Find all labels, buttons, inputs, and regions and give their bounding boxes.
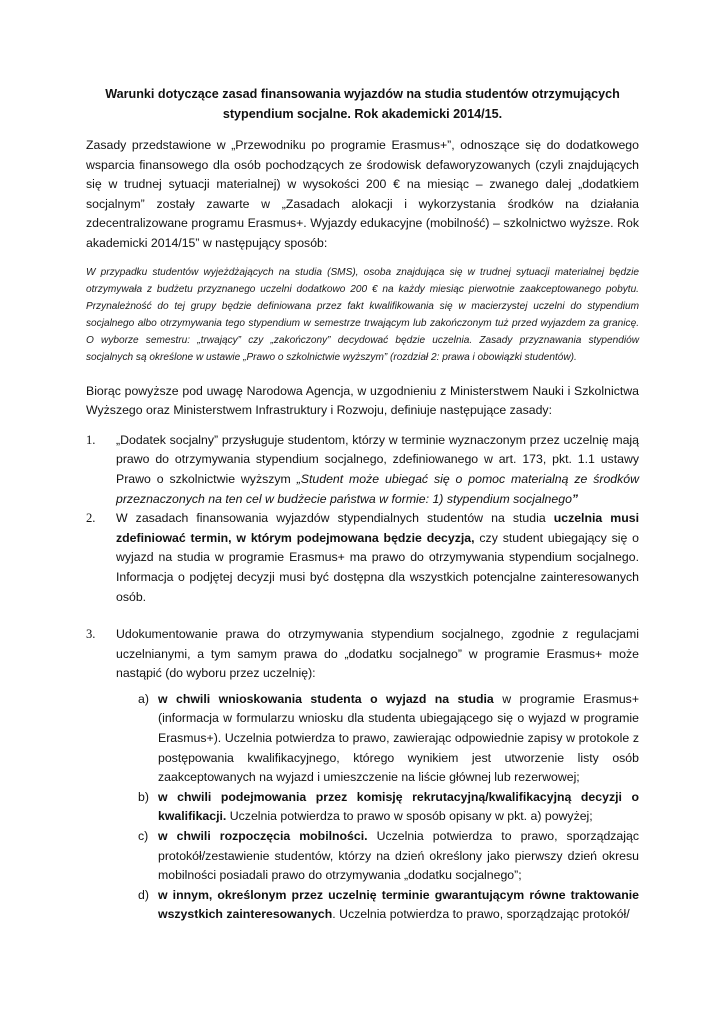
sub-list-item bbox=[116, 788, 639, 827]
rules-list bbox=[86, 431, 639, 925]
intro-paragraph: Zasady przedstawione w „Przewodniku po programie Erasmus+”, odnoszące się do dodatkowego wsparcia finansowego dla osób pochodzących ze środowisk defaworyzowanych (czyli znajdujących się w trudnej sytuacji materialnej) w wysokości 200 € na miesiąc – zwanego dalej „dodatkiem socjalnym” zostały zawarte w „Zasadach alokacji i wykorzystania środków na działania zdecentralizowane programu Erasmus+. Wyjazdy edukacyjne (mobilność) – szkolnictwo wyższe. Rok akademicki 2014/15” w następujący sposób: bbox=[86, 138, 639, 250]
sub-list-item bbox=[116, 886, 639, 925]
document-title bbox=[86, 84, 639, 124]
sub-list-item bbox=[116, 690, 639, 788]
item-text-rest: czy student ubiegający się o wyjazd na studia w programie Erasmus+ ma prawo do otrzymywania stypendium socjalnego. Informacja o podjętej decyzji musi być dostępna dla wszystkich potencjalne zainteresowanych osób. bbox=[116, 530, 639, 604]
list-item bbox=[86, 509, 639, 607]
sub-list-item bbox=[116, 827, 639, 886]
list-item bbox=[86, 625, 639, 925]
sub-text: Uczelnia potwierdza to prawo, sporządzając protokół/zestawienie studentów, którzy na dzień określony jako pierwszy dzień okresu mobilności posiadali prawo do otrzymywania „dodatku socjalnego”; bbox=[158, 829, 639, 883]
item-quote: „Student może ubiegać się o pomoc materialną ze środków przeznaczonych na ten cel w budżecie państwa w formie: 1) stypendium socjalnego bbox=[116, 471, 639, 506]
title-line-2: stypendium socjalne. Rok akademicki 2014/15. bbox=[222, 107, 503, 121]
sub-bold-text: w chwili wnioskowania studenta o wyjazd na studia bbox=[158, 691, 494, 706]
sub-bold-text: w chwili rozpoczęcia mobilności. bbox=[158, 829, 368, 844]
item-text: Udokumentowanie prawa do otrzymywania stypendium socjalnego, zgodnie z regulacjami uczelnianymi, a tym samym prawa do „dodatku socjalnego” w programie Erasmus+ może nastąpić (do wyboru przez uczelnię): bbox=[116, 627, 639, 681]
sub-letter: a) bbox=[138, 691, 149, 706]
item-text: W zasadach finansowania wyjazdów stypendialnych studentów na studia bbox=[116, 511, 554, 526]
list-number: 2. bbox=[86, 511, 96, 526]
item-text: „Dodatek socjalny” przysługuje studentom, którzy w terminie wyznaczonym przez uczelnię mają prawo do otrzymywania stypendium socjalnego, zdefiniowanego w art. 173, pkt. 1.1 ustawy Prawo o szkolnictwie wyższym bbox=[116, 432, 639, 486]
sub-bold-text: w chwili podejmowania przez komisję rekrutacyjną/kwalifikacyjną decyzji o kwalifikacji. bbox=[158, 789, 639, 824]
sub-letter: d) bbox=[138, 887, 149, 902]
item-bold-text: uczelnia musi zdefiniować termin, w którym podejmowana będzie decyzja, bbox=[116, 511, 640, 545]
sub-text: . Uczelnia potwierdza to prawo, sporządzając protokół/ bbox=[332, 907, 630, 922]
sub-list bbox=[116, 690, 639, 925]
sub-letter: b) bbox=[138, 789, 149, 804]
title-line-1: Warunki dotyczące zasad finansowania wyjazdów na studia studentów otrzymujących bbox=[105, 87, 620, 101]
item-quote-end: ” bbox=[571, 491, 579, 506]
list-number: 3. bbox=[86, 627, 96, 642]
agency-paragraph: Biorąc powyższe pod uwagę Narodowa Agencja, w uzgodnieniu z Ministerstwem Nauki i Szkolnictwa Wyższego oraz Ministerstwem Infrastruktury i Rozwoju, definiuje następujące zasady: bbox=[86, 383, 639, 418]
list-item bbox=[86, 431, 639, 509]
sub-text: Uczelnia potwierdza to prawo w sposób opisany w pkt. a) powyżej; bbox=[226, 809, 593, 824]
sub-bold-text: w innym, określonym przez uczelnię terminie gwarantującym równe traktowanie wszystkich zainteresowanych bbox=[158, 887, 639, 922]
quoted-rule-note: W przypadku studentów wyjeżdżających na studia (SMS), osoba znajdująca się w trudnej sytuacji materialnej będzie otrzymywała z budżetu przyznanego uczelni dodatkowo 200 € na każdy miesiąc pierwotnie zaakceptowanego pobytu. Przynależność do tej grupy będzie definiowana przez fakt kwalifikowania się w macierzystej uczelni do stypendium socjalnego albo otrzymywania tego stypendium w semestrze trwającym lub zakończonym tuż przed wyjazdem za granicę. O wyborze semestru: „trwający” czy „zakończony” decydować będzie uczelnia. Zasady przyznawania stypendiów socjalnych są określone w ustawie „Prawo o szkolnictwie wyższym” (rozdział 2: prawa i obowiązki studentów). bbox=[86, 266, 639, 363]
list-number: 1. bbox=[86, 432, 96, 447]
sub-letter: c) bbox=[138, 829, 149, 844]
sub-text: w programie Erasmus+ (informacja w formularzu wniosku dla studenta ubiegającego się o wyjazd w programie Erasmus+). Uczelnia potwierdza to prawo, zawierając odpowiednie zapisy w protokole z postępowania kwalifikacyjnego, którego wynikiem jest utworzenie listy osób zaakceptowanych na wyjazd i umieszczenie na liście głównej lub rezerwowej; bbox=[158, 691, 639, 785]
